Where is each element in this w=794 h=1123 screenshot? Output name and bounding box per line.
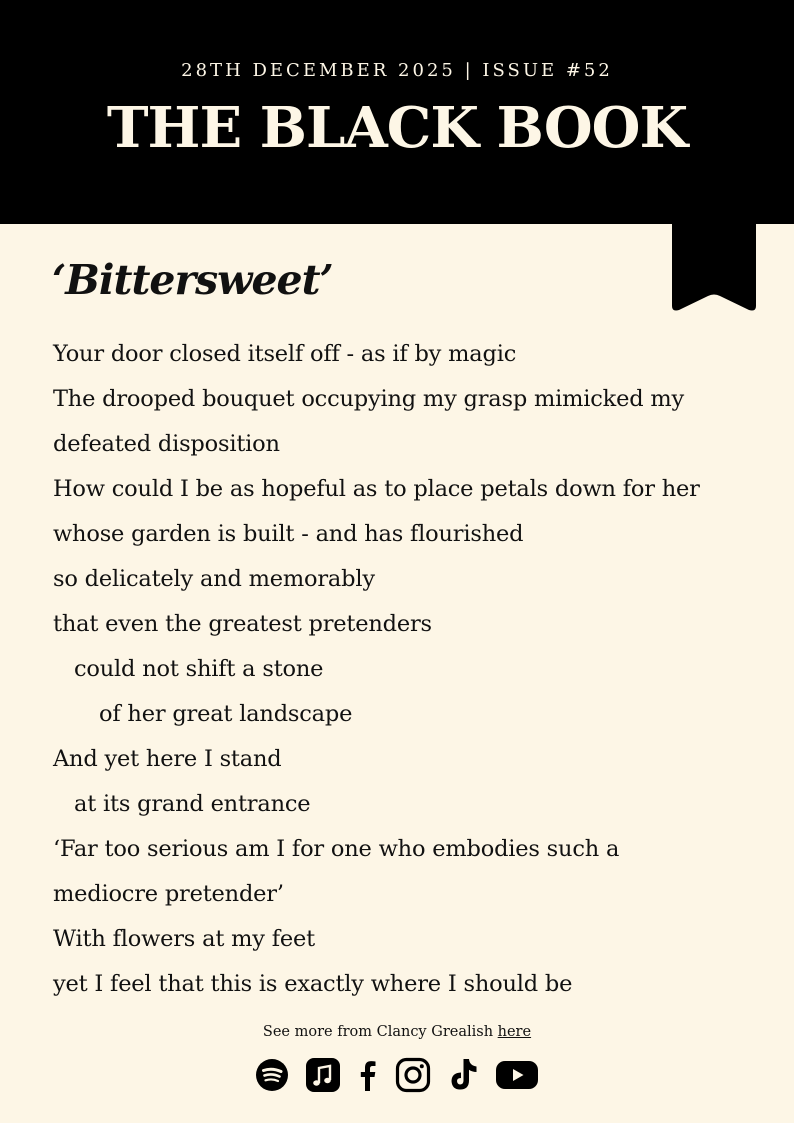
poem-line: And yet here I stand	[53, 746, 282, 772]
poem-line: mediocre pretender’	[53, 881, 284, 907]
masthead-title: THE BLACK BOOK	[106, 95, 688, 161]
here-link[interactable]: here	[497, 1024, 532, 1040]
instagram-icon[interactable]	[395, 1057, 431, 1093]
poem-line: The drooped bouquet occupying my grasp mimicked my	[53, 386, 685, 412]
apple-music-icon[interactable]	[305, 1057, 341, 1093]
poem-line: defeated disposition	[53, 431, 280, 457]
poem-line: could not shift a stone	[74, 656, 324, 682]
poem-line: Your door closed itself off - as if by magic	[53, 341, 517, 367]
poem-line: yet I feel that this is exactly where I should be	[53, 971, 573, 997]
poem-line: that even the greatest pretenders	[53, 611, 432, 637]
spotify-icon[interactable]	[255, 1058, 289, 1092]
poem-line: How could I be as hopeful as to place petals down for her	[53, 476, 700, 502]
poem-line: ‘Far too serious am I for one who embodies such a	[53, 836, 620, 862]
footer-credit-text: See more from Clancy Grealish	[262, 1024, 498, 1040]
youtube-icon[interactable]	[495, 1058, 539, 1092]
tiktok-icon[interactable]	[447, 1057, 479, 1093]
poem-body	[53, 332, 753, 1007]
poem-line: With flowers at my feet	[53, 926, 315, 952]
header-banner	[0, 0, 794, 224]
social-links	[0, 1055, 794, 1095]
issue-date-line: 28TH DECEMBER 2025 | ISSUE #52	[181, 60, 613, 81]
poem-line: so delicately and memorably	[53, 566, 375, 592]
bookmark-ribbon-icon	[672, 222, 756, 312]
facebook-icon[interactable]	[357, 1058, 379, 1092]
poem-line: at its grand entrance	[74, 791, 311, 817]
footer-credit	[0, 1024, 794, 1040]
poem-line: of her great landscape	[99, 701, 353, 727]
poem-title: ‘Bittersweet’	[52, 256, 333, 304]
poem-line: whose garden is built - and has flourished	[53, 521, 524, 547]
